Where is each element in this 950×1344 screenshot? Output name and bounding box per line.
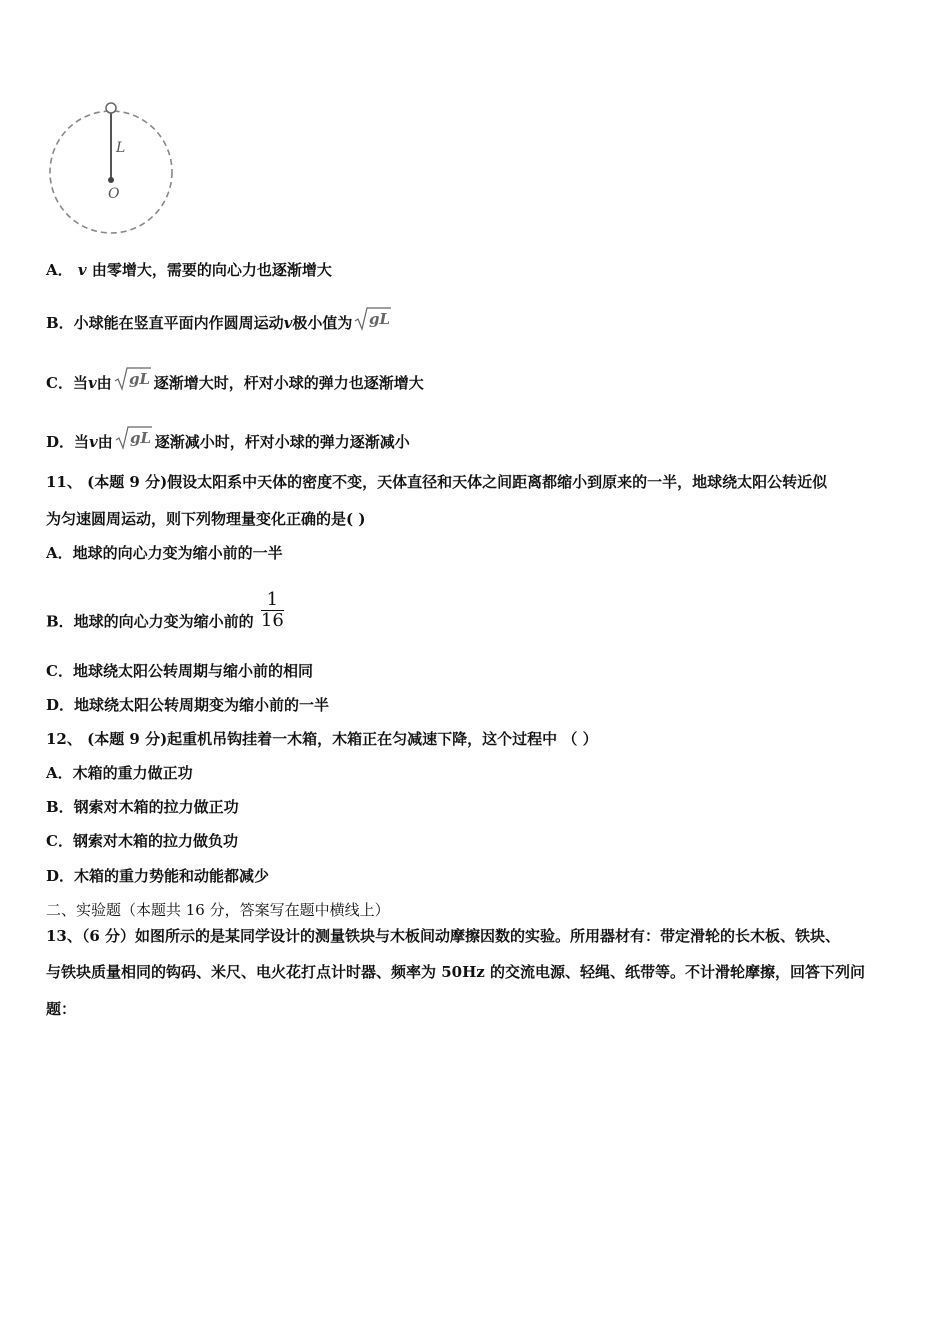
- section-heading: 二、实验题（本题共 16 分，答案写在题中横线上）: [46, 901, 390, 919]
- q10-option-c: [46, 366, 424, 393]
- fraction-numerator: 1: [261, 590, 284, 611]
- q10-c-sqrt-expr: gL: [128, 370, 150, 388]
- q12-option-d: D．木箱的重力势能和动能都减少: [46, 867, 270, 885]
- sqrt-gl-icon: [354, 306, 392, 332]
- q10-option-d: [46, 425, 410, 452]
- q10-c-mid: 由: [96, 374, 112, 392]
- sqrt-gl-icon: [114, 366, 152, 392]
- q12-stem: 12、 (本题 9 分)起重机吊钩挂着一木箱，木箱正在匀减速下降，这个过程中 （ ）: [46, 730, 598, 748]
- q10-a-var: v: [77, 261, 87, 279]
- q12-option-c: C．钢索对木箱的拉力做负功: [46, 832, 238, 850]
- q10-d-sqrt-expr: gL: [129, 429, 151, 447]
- pivot-label: O: [108, 186, 120, 202]
- ball-circle: [106, 103, 116, 113]
- q10-a-prefix: A．: [46, 261, 73, 279]
- q11-b-text: B．地球的向心力变为缩小前的: [46, 612, 254, 631]
- q13-line2: 与铁块质量相同的钩码、米尺、电火花打点计时器、频率为 50Hz 的交流电源、轻绳、纸带等。不计滑轮摩擦，回答下列问: [46, 963, 866, 981]
- q11-stem-line2: 为匀速圆周运动，则下列物理量变化正确的是( ): [46, 510, 366, 528]
- q10-a-text: 由零增大，需要的向心力也逐渐增大: [91, 261, 332, 279]
- q12-option-b: B．钢索对木箱的拉力做正功: [46, 798, 239, 816]
- sqrt-gl-icon: [115, 425, 153, 451]
- q10-b-sqrt-expr: gL: [369, 310, 391, 328]
- q11-stem-line1: 11、 (本题 9 分)假设太阳系中天体的密度不变，天体直径和天体之间距离都缩小到原来的一半，地球绕太阳公转近似: [46, 473, 828, 491]
- rod-label: L: [116, 140, 126, 156]
- q10-d-prefix: D．当: [46, 433, 90, 451]
- q10-c-prefix: C．当: [46, 374, 88, 392]
- fraction-denominator: 16: [260, 610, 284, 631]
- q12-option-a: A．木箱的重力做正功: [46, 764, 193, 782]
- q10-b-text: B．小球能在竖直平面内作圆周运动: [46, 314, 284, 332]
- fraction-1-16: [261, 590, 284, 631]
- q11-option-b: [46, 589, 284, 643]
- q13-line3: 题：: [46, 1000, 77, 1018]
- q10-b-suffix: 极小值为: [292, 314, 353, 332]
- circular-motion-figure: [42, 96, 182, 246]
- q10-d-var: v: [89, 433, 98, 451]
- q10-d-mid: 由: [97, 433, 113, 451]
- q10-option-a: [46, 260, 332, 280]
- q10-option-b: [46, 306, 394, 333]
- q11-option-a: A．地球的向心力变为缩小前的一半: [46, 544, 283, 562]
- q10-c-suffix: 逐渐增大时，杆对小球的弹力也逐渐增大: [153, 374, 424, 392]
- q13-line1: 13、（6 分）如图所示的是某同学设计的测量铁块与木板间动摩擦因数的实验。所用器材有：带定滑轮的长木板、铁块、: [46, 927, 841, 945]
- q11-option-c: C．地球绕太阳公转周期与缩小前的相同: [46, 662, 313, 680]
- q10-d-suffix: 逐渐减小时，杆对小球的弹力逐渐减小: [154, 433, 410, 451]
- q10-b-var: v: [283, 314, 293, 332]
- q11-option-d: D．地球绕太阳公转周期变为缩小前的一半: [46, 696, 330, 714]
- pivot-dot: [108, 177, 114, 183]
- q10-c-var: v: [87, 374, 97, 392]
